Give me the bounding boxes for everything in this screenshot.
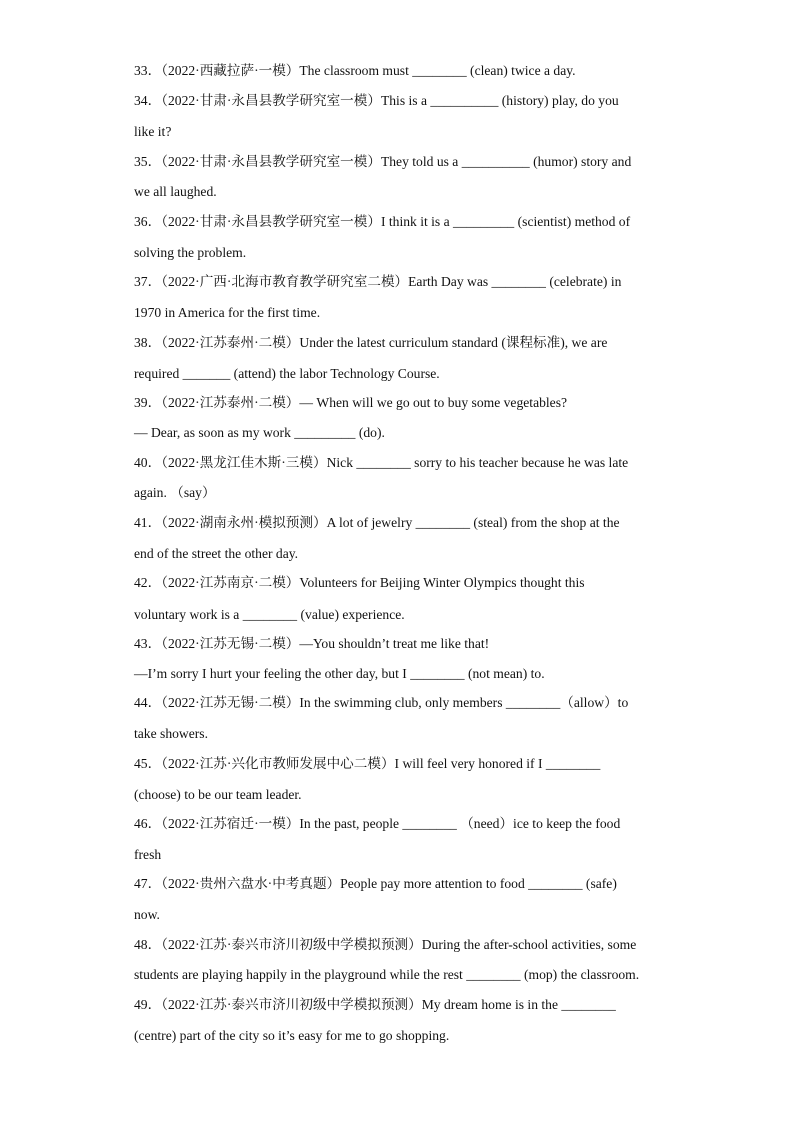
- question-37: 37．（2022·广西·北海市教育教学研究室二模）Earth Day was ________ (celebrate) in: [134, 274, 622, 289]
- question-43: 43．（2022·江苏无锡·二模）—You shouldn’t treat me like that!: [134, 636, 490, 651]
- question-34: 34．（2022·甘肃·永昌县教学研究室一模）This is a __________ (history) play, do you: [134, 93, 619, 108]
- question-42: 42．（2022·江苏南京·二模）Volunteers for Beijing Winter Olympics thought this: [134, 575, 585, 590]
- question-38-cont: required _______ (attend) the labor Technology Course.: [134, 366, 440, 381]
- question-37-cont: 1970 in America for the first time.: [134, 305, 321, 320]
- question-41-cont: end of the street the other day.: [134, 546, 299, 561]
- question-36: 36．（2022·甘肃·永昌县教学研究室一模）I think it is a _________ (scientist) method of: [134, 214, 631, 229]
- question-36-cont: solving the problem.: [134, 245, 247, 260]
- question-40: 40．（2022·黑龙江佳木斯·三模）Nick ________ sorry to his teacher because he was late: [134, 455, 629, 470]
- question-34-cont: like it?: [134, 124, 172, 139]
- question-47-cont: now.: [134, 907, 160, 922]
- question-49-cont: (centre) part of the city so it’s easy for me to go shopping.: [134, 1028, 450, 1043]
- question-47: 47．（2022·贵州六盘水·中考真题）People pay more attention to food ________ (safe): [134, 876, 617, 891]
- question-35: 35．（2022·甘肃·永昌县教学研究室一模）They told us a __________ (humor) story and: [134, 154, 632, 169]
- question-44-cont: take showers.: [134, 726, 208, 741]
- question-48: 48．（2022·江苏·泰兴市济川初级中学模拟预测）During the after-school activities, some: [134, 937, 637, 952]
- question-35-cont: we all laughed.: [134, 184, 217, 199]
- question-43-cont: —I’m sorry I hurt your feeling the other day, but I ________ (not mean) to.: [134, 666, 545, 681]
- question-45: 45．（2022·江苏·兴化市教师发展中心二模）I will feel very honored if I ________: [134, 756, 601, 771]
- question-45-cont: (choose) to be our team leader.: [134, 787, 302, 802]
- question-44: 44．（2022·江苏无锡·二模）In the swimming club, only members ________（allow）to: [134, 695, 629, 710]
- question-39-cont: — Dear, as soon as my work _________ (do).: [134, 425, 385, 440]
- question-46-cont: fresh: [134, 847, 162, 862]
- question-33: 33．（2022·西藏拉萨·一模）The classroom must ________ (clean) twice a day.: [134, 63, 576, 78]
- question-41: 41．（2022·湖南永州·模拟预测）A lot of jewelry ________ (steal) from the shop at the: [134, 515, 620, 530]
- question-38: 38．（2022·江苏泰州·二模）Under the latest curriculum standard (课程标准), we are: [134, 335, 608, 350]
- question-42-cont: voluntary work is a ________ (value) experience.: [134, 607, 405, 622]
- question-48-cont: students are playing happily in the playground while the rest ________ (mop) the classroom.: [134, 967, 640, 982]
- question-39: 39．（2022·江苏泰州·二模）— When will we go out to buy some vegetables?: [134, 395, 568, 410]
- question-40-cont: again. （say）: [134, 485, 216, 500]
- question-46: 46．（2022·江苏宿迁·一模）In the past, people ________ （need）ice to keep the food: [134, 816, 621, 831]
- question-49: 49．（2022·江苏·泰兴市济川初级中学模拟预测）My dream home is in the ________: [134, 997, 616, 1012]
